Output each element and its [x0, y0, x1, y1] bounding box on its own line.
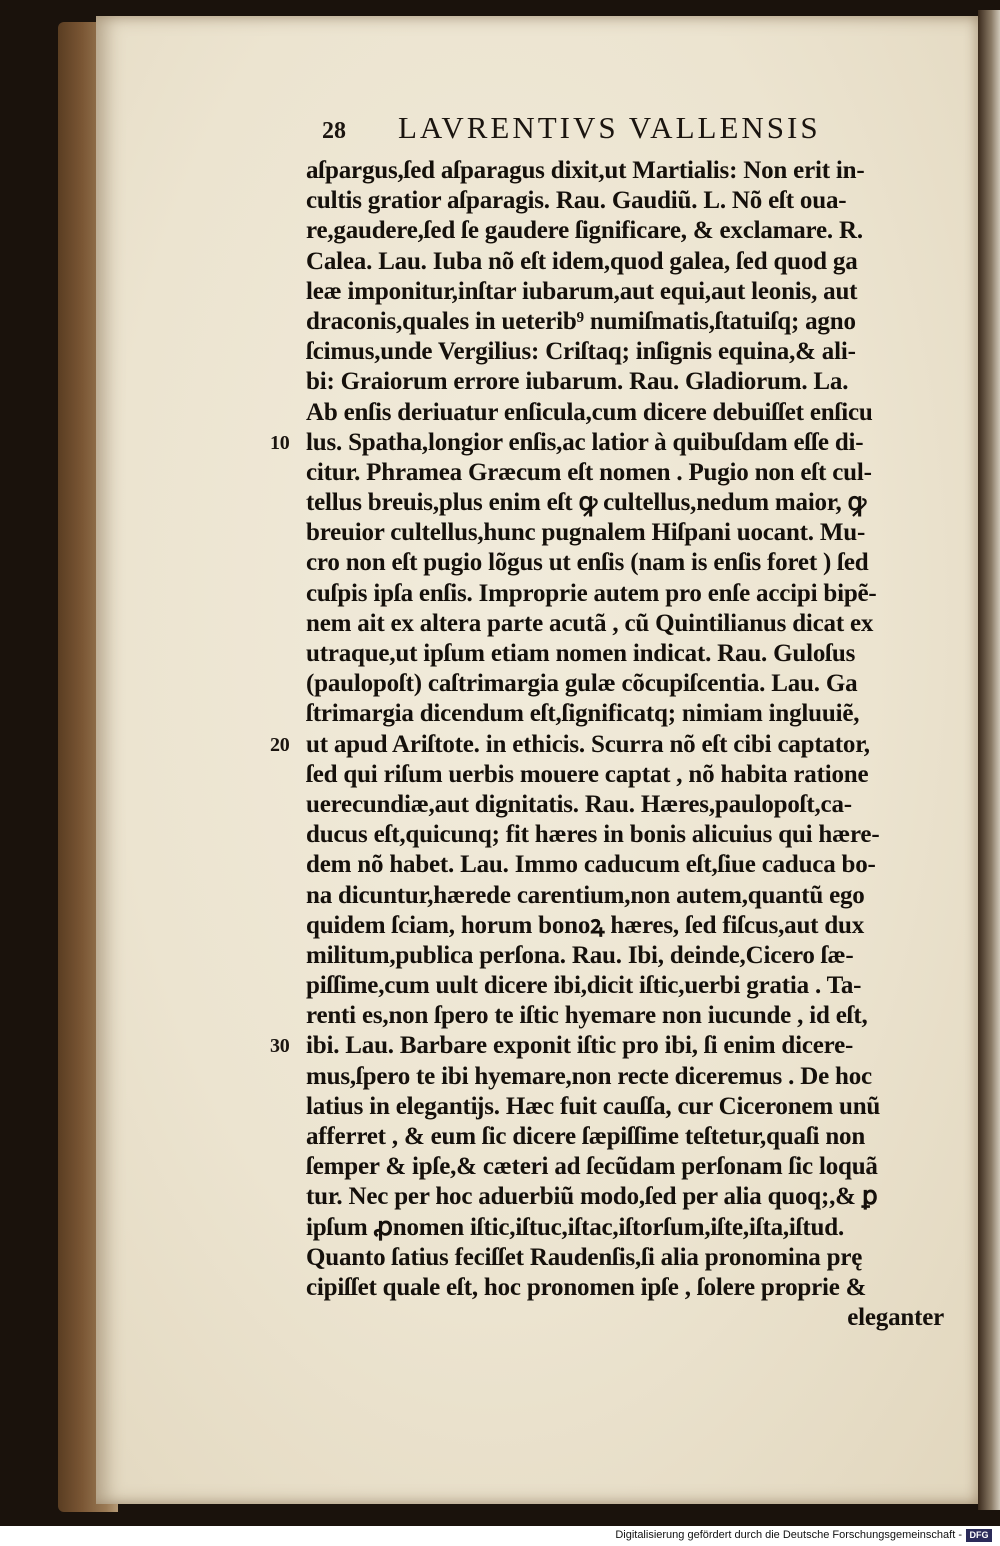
- text-line-content: leæ imponitur,inſtar iubarum,aut equi,aut leonis, aut: [306, 277, 858, 305]
- text-line: [306, 458, 966, 488]
- text-line: [306, 971, 966, 1001]
- text-line-content: utraque,ut ipſum etiam nomen indicat. Rau. Guloſus: [306, 640, 856, 667]
- page-number: 28: [322, 118, 346, 144]
- text-line-content: quidem ſciam, horum bonoꝝ hæres, ſed fiſcus,aut dux: [306, 911, 865, 939]
- text-line: [306, 1092, 966, 1122]
- text-line-content: ſemper & ipſe,& cæteri ad ſecũdam perſonam ſic loquã: [306, 1153, 878, 1181]
- text-line: [306, 488, 966, 518]
- text-line: [306, 367, 966, 397]
- text-line-content: Quanto ſatius feciſſet Raudenſis,ſi alia pronomina prę: [306, 1243, 863, 1271]
- digitization-footer: [0, 1526, 1000, 1546]
- text-line: [306, 941, 966, 971]
- running-head-title: LAVRENTIVS VALLENSIS: [398, 110, 821, 145]
- text-line-content: ibi. Lau. Barbare exponit iſtic pro ibi, ſi enim dicere-: [306, 1032, 854, 1060]
- text-line: [306, 850, 966, 880]
- text-line-content: cultis gratior aſparagis. Rau. Gaudiũ. L. Nõ eſt oua-: [306, 187, 847, 215]
- text-line-content: ipſum ꝓnomen iſtic,iſtuc,iſtac,iſtorſum,iſte,iſta,iſtud.: [306, 1213, 844, 1241]
- text-line: [306, 1273, 966, 1303]
- text-line: [306, 609, 966, 639]
- text-line: [306, 820, 966, 850]
- text-line-content: lus. Spatha,longior enſis,ac latior à quibuſdam eſſe di-: [306, 428, 864, 456]
- text-line-content: militum,publica perſona. Rau. Ibi, deinde,Cicero ſæ-: [306, 941, 854, 969]
- text-line-content: na dicuntur,hærede carentium,non autem,quantũ ego: [306, 881, 865, 909]
- text-line: [306, 1303, 966, 1333]
- text-line: [306, 307, 966, 337]
- text-line: [306, 881, 966, 911]
- text-line-content: breuior cultellus,hunc pugnalem Hiſpani uocant. Mu-: [306, 519, 866, 547]
- text-line: [306, 639, 966, 669]
- running-head: [322, 106, 942, 150]
- text-line-content: re,gaudere,ſed ſe gaudere ſignificare, & exclamare. R.: [306, 217, 863, 245]
- text-line-content: uerecundiæ,aut dignitatis. Rau. Hæres,paulopoſt,ca-: [306, 790, 852, 818]
- text-line-content: cro non eſt pugio lõgus ut enſis (nam is enſis foret ) ſed: [306, 549, 869, 577]
- text-line-content: ſtrimargia dicendum eſt,ſignificatq; nimiam ingluuiẽ,: [306, 700, 860, 728]
- text-line: [306, 760, 966, 790]
- line-number-marker: 10: [270, 431, 290, 454]
- text-line-content: dem nõ habet. Lau. Immo caducum eſt,ſiue caduca bo-: [306, 851, 876, 879]
- line-number-marker: 20: [270, 733, 290, 756]
- text-line: [306, 669, 966, 699]
- text-line: [270, 730, 966, 760]
- text-line: [306, 186, 966, 216]
- line-number-marker: 30: [270, 1035, 290, 1058]
- text-line: [306, 1152, 966, 1182]
- text-line-content: Ab enſis deriuatur enſicula,cum dicere debuiſſet enſicu: [306, 398, 873, 426]
- text-line: [306, 911, 966, 941]
- text-line-content: bi: Graiorum errore iubarum. Rau. Gladiorum. La.: [306, 368, 849, 396]
- text-line-content: (paulopoſt) caſtrimargia gulæ cõcupiſcentia. Lau. Ga: [306, 670, 858, 698]
- text-line: [270, 1031, 966, 1061]
- text-line: [306, 518, 966, 548]
- scan-right-edge: [978, 10, 1000, 1510]
- text-line-content: ſcimus,unde Vergilius: Criſtaq; inſignis equina,& ali-: [306, 338, 856, 366]
- text-line: [306, 247, 966, 277]
- text-line-content: latius in elegantĳs. Hæc fuit cauſſa, cur Ciceronem unũ: [306, 1092, 881, 1120]
- text-line-content: ducus eſt,quicunq; fit hæres in bonis alicuius qui hære-: [306, 821, 880, 849]
- text-line-content: tur. Nec per hoc aduerbiũ modo,ſed per alia quoq;,& ꝑ: [306, 1183, 878, 1211]
- text-line-content: tellus breuis,plus enim eſt ꝙ cultellus,nedum maior, ꝙ: [306, 489, 867, 517]
- text-line: [306, 579, 966, 609]
- text-line: [306, 1182, 966, 1212]
- text-line: [306, 1122, 966, 1152]
- text-line: [306, 1243, 966, 1273]
- text-line-content: renti es,non ſpero te iſtic hyemare non iucunde , id eſt,: [306, 1002, 868, 1030]
- text-line-content: draconis,quales in ueterib⁹ numiſmatis,ſtatuiſq; agno: [306, 307, 856, 335]
- text-line: [306, 699, 966, 729]
- funding-credit: Digitalisierung gefördert durch die Deutsche Forschungsgemeinschaft -: [615, 1529, 962, 1541]
- text-line-content: aſpargus,ſed aſparagus dixit,ut Martialis: Non erit in-: [306, 157, 865, 184]
- text-line: [306, 216, 966, 246]
- text-line-content: nem ait ex altera parte acutã , cũ Quintilianus dicat ex: [306, 609, 874, 637]
- dfg-logo: DFG: [966, 1529, 992, 1542]
- text-line-content: cipiſſet quale eſt, hoc pronomen ipſe , ſolere proprie &: [306, 1273, 867, 1301]
- text-line: [306, 1062, 966, 1092]
- text-line: [306, 790, 966, 820]
- text-line: [306, 1213, 966, 1243]
- text-line: [306, 156, 966, 186]
- text-line-content: cuſpis ipſa enſis. Improprie autem pro enſe accipi bipẽ-: [306, 579, 877, 607]
- text-line-content: eleganter: [847, 1304, 944, 1332]
- text-line-content: afferret , & eum ſic dicere ſæpiſſime teſtetur,quaſi non: [306, 1123, 866, 1150]
- text-line: [306, 277, 966, 307]
- text-line: [306, 548, 966, 578]
- text-line-content: ut apud Ariſtote. in ethicis. Scurra nõ eſt cibi captator,: [306, 730, 870, 758]
- text-line-content: citur. Phramea Græcum eſt nomen . Pugio non eſt cul-: [306, 458, 872, 486]
- text-line: [270, 428, 966, 458]
- text-line-content: mus,ſpero te ibi hyemare,non recte diceremus . De hoc: [306, 1062, 872, 1090]
- text-line-content: ſed qui riſum uerbis mouere captat , nõ habita ratione: [306, 760, 869, 788]
- text-line: [306, 398, 966, 428]
- text-line-content: piſſime,cum uult dicere ibi,dicit iſtic,uerbi gratia . Ta-: [306, 972, 862, 1000]
- text-line: [306, 337, 966, 367]
- text-line: [306, 1001, 966, 1031]
- page-body-text: [270, 156, 966, 1333]
- text-line-content: Calea. Lau. Iuba nõ eſt idem,quod galea, ſed quod ga: [306, 247, 858, 275]
